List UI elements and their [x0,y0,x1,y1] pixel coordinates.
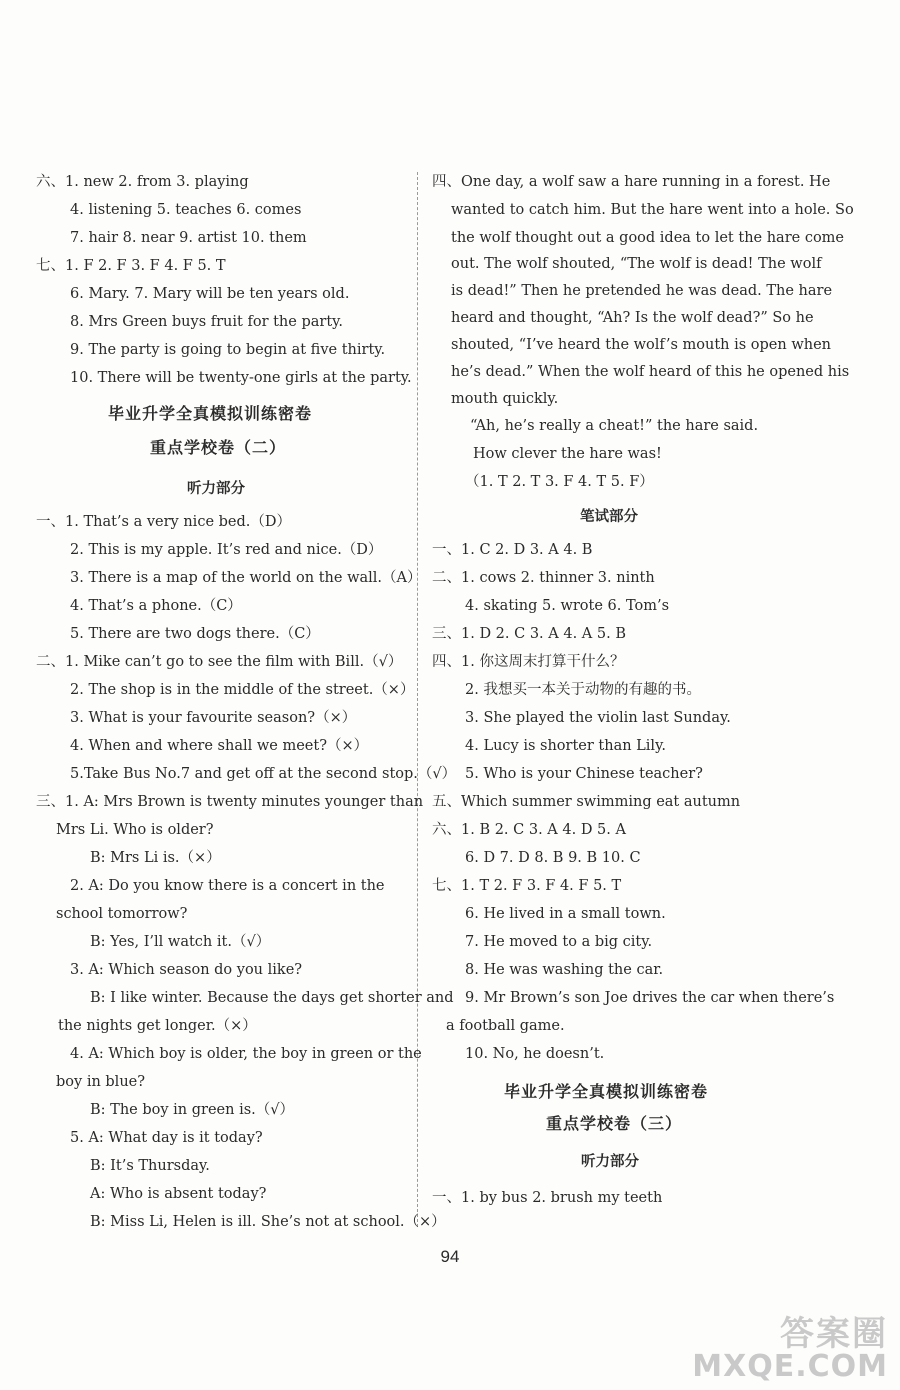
answer-line: 3. What is your favourite season?（×） [70,710,357,726]
answer-line: 一、1. That’s a very nice bed.（D） [36,514,292,530]
answer-line: 4. A: Which boy is older, the boy in green or the [70,1046,422,1062]
answer-line: B: Mrs Li is.（×） [90,850,221,866]
section-heading: 笔试部分 [580,509,638,525]
answer-line: 一、1. C 2. D 3. A 4. B [432,542,593,558]
answer-line: a football game. [446,1018,565,1034]
answer-line: 5. Who is your Chinese teacher? [465,766,703,782]
answer-line: （1. T 2. T 3. F 4. T 5. F） [465,474,654,490]
answer-line: B: It’s Thursday. [90,1158,210,1174]
answer-line: 二、1. Mike can’t go to see the film with Bill.（√） [36,654,403,670]
answer-line: 6. D 7. D 8. B 9. B 10. C [465,850,641,866]
answer-line: 3. A: Which season do you like? [70,962,303,978]
answer-line: B: The boy in green is.（√） [90,1102,294,1118]
answer-line: 4. That’s a phone.（C） [70,598,242,614]
answer-line: 9. Mr Brown’s son Joe drives the car when there’s [465,990,835,1006]
answer-line: 4. Lucy is shorter than Lily. [465,738,666,754]
answer-line: 七、1. F 2. F 3. F 4. F 5. T [36,258,226,274]
answer-line: wanted to catch him. But the hare went into a hole. So [451,202,854,218]
section-heading: 毕业升学全真模拟训练密卷 [504,1082,709,1101]
section-heading: 重点学校卷（三） [546,1114,683,1133]
answer-line: 二、1. cows 2. thinner 3. ninth [432,570,655,586]
answer-line: 4. skating 5. wrote 6. Tom’s [465,598,670,614]
answer-line: 3. She played the violin last Sunday. [465,710,731,726]
answer-line: heard and thought, “Ah? Is the wolf dead?” So he [451,310,814,326]
section-heading: 毕业升学全真模拟训练密卷 [108,404,313,423]
answer-line: B: Yes, I’ll watch it.（√） [90,934,271,950]
answer-line: 6. He lived in a small town. [465,906,666,922]
answer-line: B: I like winter. Because the days get shorter and [90,990,454,1006]
answer-line: 5.Take Bus No.7 and get off at the second stop.（√） [70,766,457,782]
answer-line: 9. The party is going to begin at five thirty. [70,342,386,358]
answer-line: out. The wolf shouted, “The wolf is dead! The wolf [451,256,822,272]
answer-line: 2. A: Do you know there is a concert in the [70,878,385,894]
watermark-logo [692,1316,888,1382]
watermark-text: 答案圈 [780,1314,888,1354]
answer-line: 四、1. 你这周末打算干什么？ [432,654,625,670]
answer-line: A: Who is absent today? [90,1186,267,1202]
section-heading: 听力部分 [581,1154,639,1170]
section-heading: 重点学校卷（二） [150,438,287,457]
answer-line: 5. There are two dogs there.（C） [70,626,320,642]
answer-line: 一、1. by bus 2. brush my teeth [432,1190,663,1206]
watermark-url: MXQE.COM [692,1349,888,1384]
answer-line: the wolf thought out a good idea to let the hare come [451,230,845,246]
answer-line: 2. This is my apple. It’s red and nice.（D） [70,542,383,558]
answer-line: shouted, “I’ve heard the wolf’s mouth is open when [451,337,831,353]
answer-line: 三、1. A: Mrs Brown is twenty minutes younger than [36,794,424,810]
answer-line: the nights get longer.（×） [58,1018,257,1034]
answer-line: 七、1. T 2. F 3. F 4. F 5. T [432,878,622,894]
answer-line: 四、One day, a wolf saw a hare running in a forest. He [432,174,831,190]
answer-line: 5. A: What day is it today? [70,1130,263,1146]
answer-line: B: Miss Li, Helen is ill. She’s not at school.（×） [90,1214,446,1230]
page-number: 94 [440,1247,460,1266]
section-heading: 听力部分 [187,481,245,497]
answer-line: 8. He was washing the car. [465,962,664,978]
answer-line: 3. There is a map of the world on the wall.（A） [70,570,422,586]
answer-line: 7. hair 8. near 9. artist 10. them [70,230,307,246]
column-divider [417,172,418,1227]
answer-line: boy in blue? [56,1074,146,1090]
answer-line: 2. The shop is in the middle of the street.（×） [70,682,415,698]
answer-line: 10. There will be twenty-one girls at the party. [70,370,412,386]
answer-line: 6. Mary. 7. Mary will be ten years old. [70,286,350,302]
answer-line: 8. Mrs Green buys fruit for the party. [70,314,344,330]
answer-line: 2. 我想买一本关于动物的有趣的书。 [465,682,701,698]
answer-line: is dead!” Then he pretended he was dead. The hare [451,283,833,299]
answer-line: mouth quickly. [451,391,559,407]
answer-line: 六、1. B 2. C 3. A 4. D 5. A [432,822,626,838]
answer-line: 五、Which summer swimming eat autumn [432,794,741,810]
answer-line: How clever the hare was! [473,446,662,462]
answer-line: 7. He moved to a big city. [465,934,653,950]
answer-line: he’s dead.” When the wolf heard of this he opened his [451,364,850,380]
answer-line: 三、1. D 2. C 3. A 4. A 5. B [432,626,626,642]
answer-line: school tomorrow? [56,906,188,922]
answer-line: 4. listening 5. teaches 6. comes [70,202,302,218]
answer-line: “Ah, he’s really a cheat!” the hare said. [470,418,759,434]
answer-line: Mrs Li. Who is older? [56,822,214,838]
answer-line: 4. When and where shall we meet?（×） [70,738,369,754]
answer-line: 六、1. new 2. from 3. playing [36,174,249,190]
answer-line: 10. No, he doesn’t. [465,1046,605,1062]
